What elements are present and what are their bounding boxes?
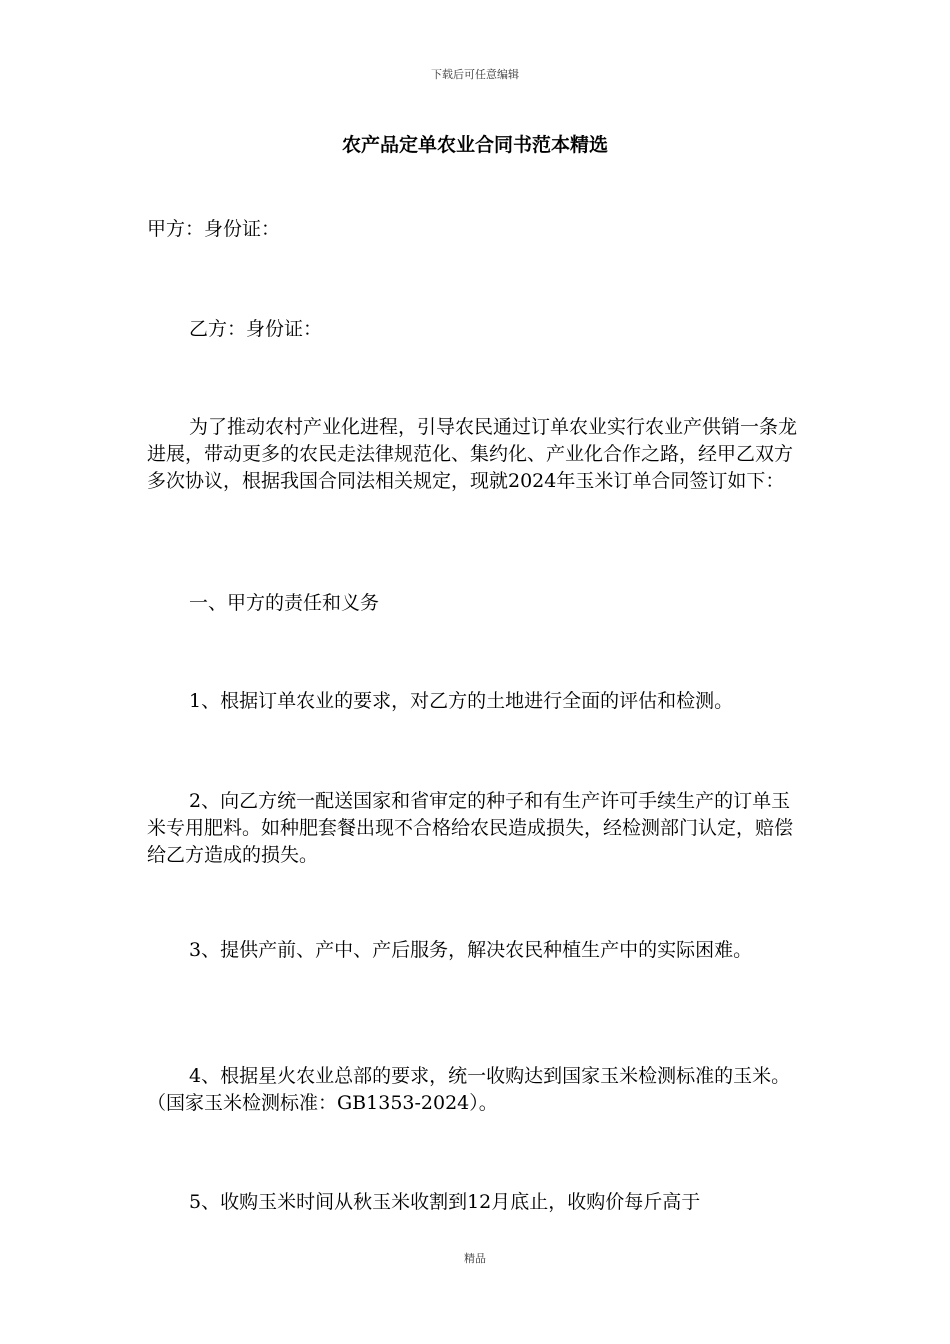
section-heading: 一、甲方的责任和义务: [189, 592, 380, 614]
clause-item-4: 4、根据星火农业总部的要求，统一收购达到国家玉米检测标准的玉米。（国家玉米检测标准：GB1353-2024）。: [147, 1065, 791, 1114]
clause-item-5: 5、收购玉米时间从秋玉米收割到12月底止，收购价每斤高于: [189, 1191, 701, 1213]
document-title: 农产品定单农业合同书范本精选: [341, 134, 608, 156]
clause-item-3: 3、提供产前、产中、产后服务，解决农民种植生产中的实际困难。: [189, 939, 753, 961]
intro-paragraph: 为了推动农村产业化进程，引导农民通过订单农业实行农业产供销一条龙进展，带动更多的农民走法律规范化、集约化、产业化合作之路，经甲乙双方多次协议，根据我国合同法相关规定，现就2024年玉米订单合同签订如下：: [147, 416, 798, 492]
clause-item-2: 2、向乙方统一配送国家和省审定的种子和有生产许可手续生产的订单玉米专用肥料。如种肥套餐出现不合格给农民造成损失，经检测部门认定，赔偿给乙方造成的损失。: [147, 790, 794, 866]
party-a-line: 甲方：身份证：: [147, 218, 281, 240]
page-header-note: 下载后可任意编辑: [431, 68, 519, 81]
page-footer-note: 精品: [464, 1252, 486, 1265]
clause-item-1: 1、根据订单农业的要求，对乙方的土地进行全面的评估和检测。: [189, 690, 734, 712]
party-b-line: 乙方：身份证：: [189, 318, 323, 340]
